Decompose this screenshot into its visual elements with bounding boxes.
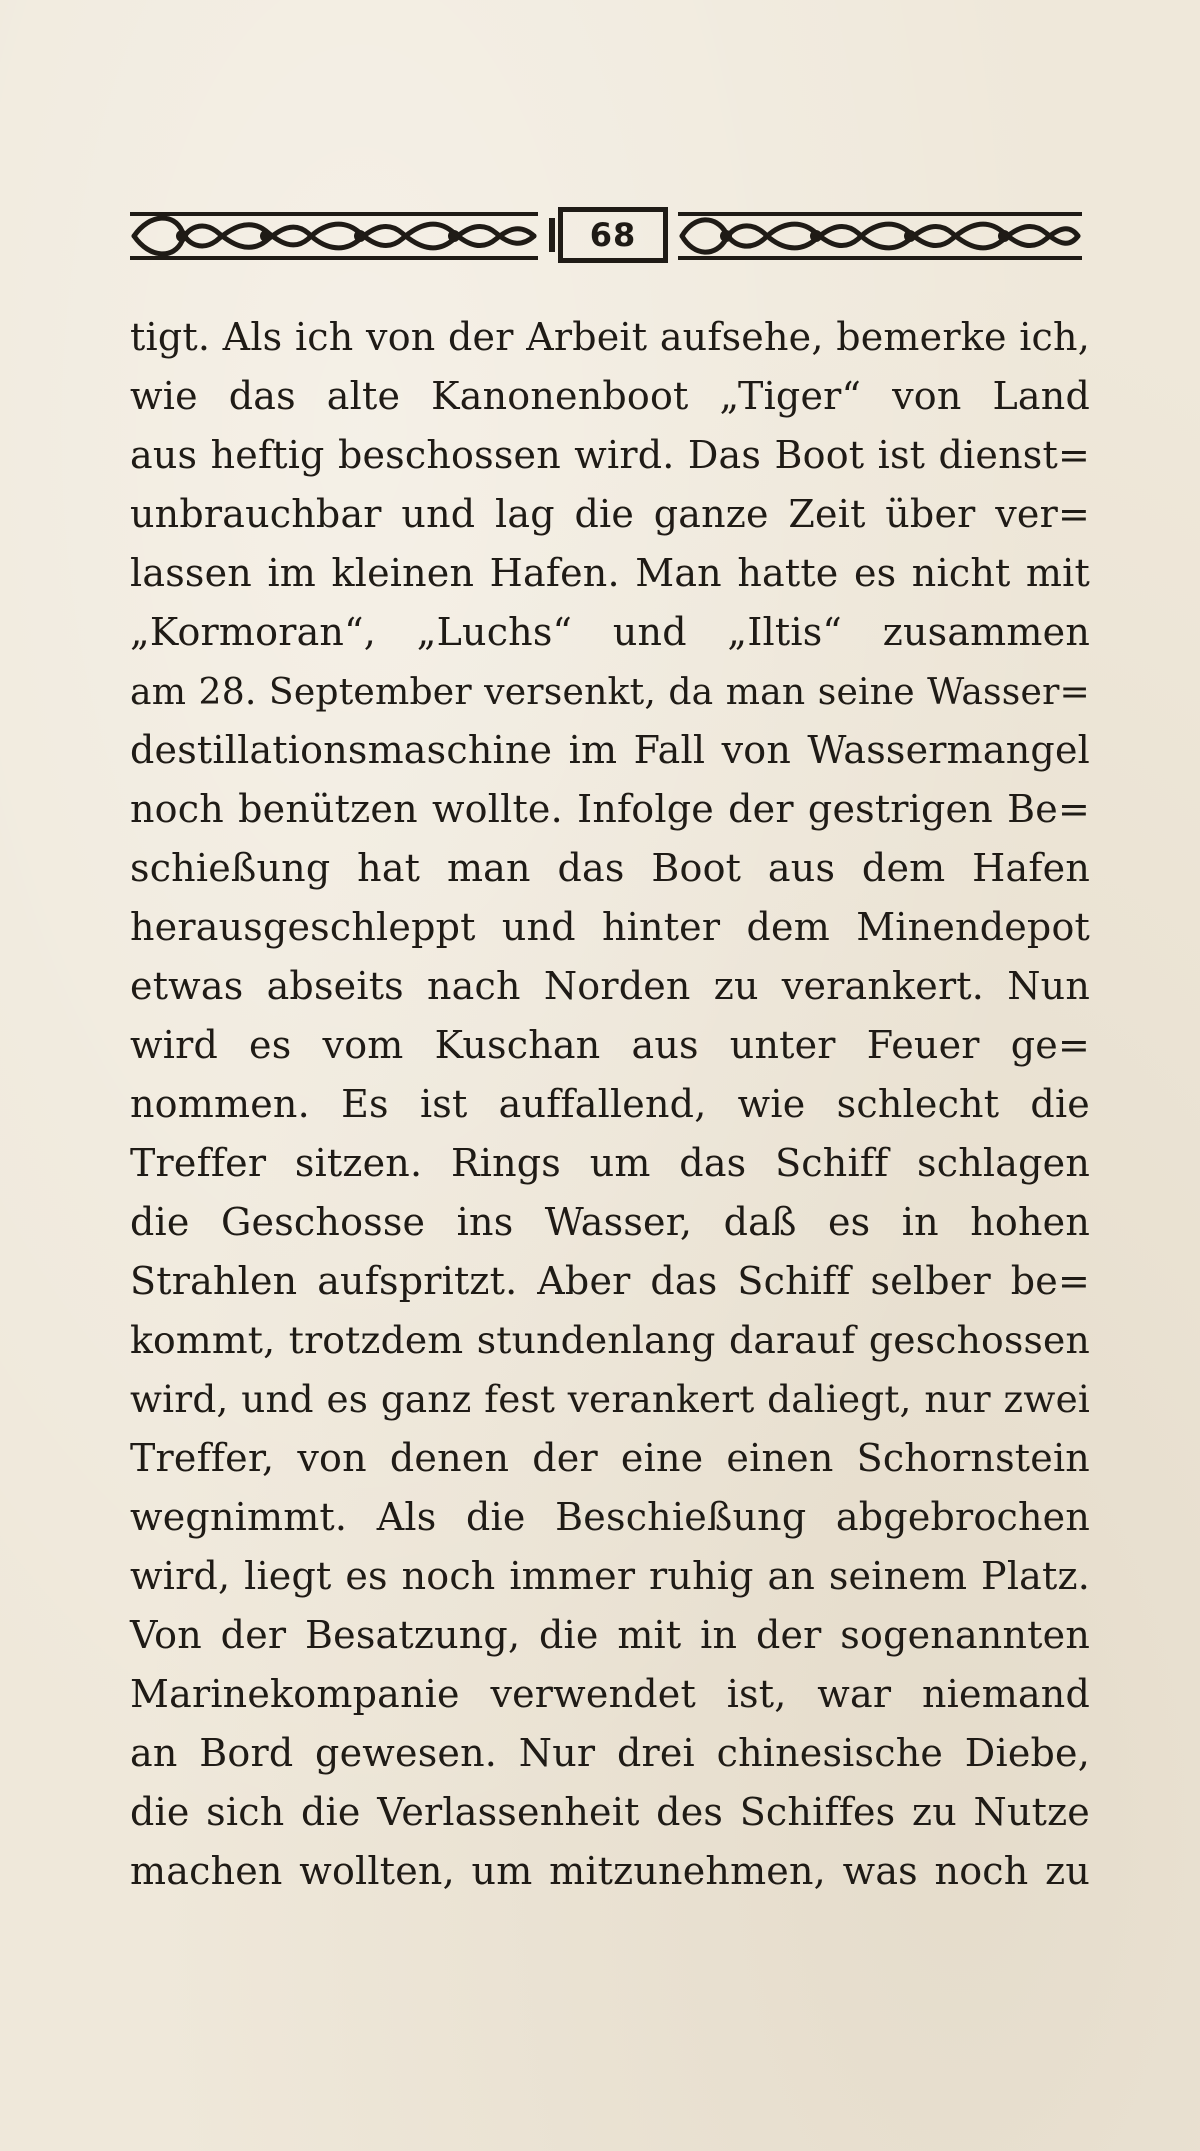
text-line: wie das alte Kanonenboot „Tiger“ von Land bbox=[130, 374, 1090, 418]
text-line: lassen im kleinen Hafen. Man hatte es nicht mit bbox=[130, 551, 1090, 595]
text-line: nommen. Es ist auffallend, wie schlecht die bbox=[130, 1082, 1090, 1126]
text-line: schießung hat man das Boot aus dem Hafen bbox=[130, 846, 1090, 890]
text-line: Marinekompanie verwendet ist, war niemand bbox=[130, 1672, 1090, 1716]
text-line: „Kormoran“, „Luchs“ und „Iltis“ zusammen bbox=[130, 610, 1090, 654]
text-line: aus heftig beschossen wird. Das Boot ist dienst= bbox=[130, 433, 1090, 477]
text-line: wegnimmt. Als die Beschießung abgebrochen bbox=[130, 1495, 1090, 1539]
text-line: die Geschosse ins Wasser, daß es in hohen bbox=[130, 1200, 1090, 1244]
page-header bbox=[130, 203, 1082, 269]
text-line: Von der Besatzung, die mit in der sogenannten bbox=[130, 1613, 1090, 1657]
text-line: am 28. September versenkt, da man seine Wasser= bbox=[130, 670, 1090, 713]
text-line: tigt. Als ich von der Arbeit aufsehe, bemerke ich, bbox=[130, 315, 1090, 359]
text-line: wird, liegt es noch immer ruhig an seinem Platz. bbox=[130, 1554, 1090, 1598]
text-line: Treffer, von denen der eine einen Schornstein bbox=[130, 1436, 1090, 1480]
text-line: destillationsmaschine im Fall von Wassermangel bbox=[130, 728, 1090, 772]
text-line: etwas abseits nach Norden zu verankert. Nun bbox=[130, 964, 1090, 1008]
page-number-box bbox=[558, 207, 668, 263]
text-line: kommt, trotzdem stundenlang darauf geschossen bbox=[130, 1318, 1090, 1362]
text-line: wird, und es ganz fest verankert daliegt, nur zwei bbox=[130, 1377, 1090, 1421]
header-ornament-left bbox=[130, 211, 538, 261]
text-line: machen wollten, um mitzunehmen, was noch zu bbox=[130, 1849, 1090, 1893]
text-line: unbrauchbar und lag die ganze Zeit über ver= bbox=[130, 492, 1090, 536]
body-text bbox=[130, 308, 1090, 1901]
text-line: Strahlen aufspritzt. Aber das Schiff selber be= bbox=[130, 1259, 1090, 1303]
text-line: an Bord gewesen. Nur drei chinesische Diebe, bbox=[130, 1731, 1090, 1775]
header-ornament-right bbox=[678, 211, 1082, 261]
text-line: noch benützen wollte. Infolge der gestrigen Be= bbox=[130, 787, 1090, 831]
text-line: Treffer sitzen. Rings um das Schiff schlagen bbox=[130, 1141, 1090, 1185]
text-line: herausgeschleppt und hinter dem Minendepot bbox=[130, 905, 1090, 949]
page-number: 68 bbox=[589, 216, 637, 254]
text-line: die sich die Verlassenheit des Schiffes zu Nutze bbox=[130, 1790, 1090, 1834]
text-line: wird es vom Kuschan aus unter Feuer ge= bbox=[130, 1023, 1090, 1067]
